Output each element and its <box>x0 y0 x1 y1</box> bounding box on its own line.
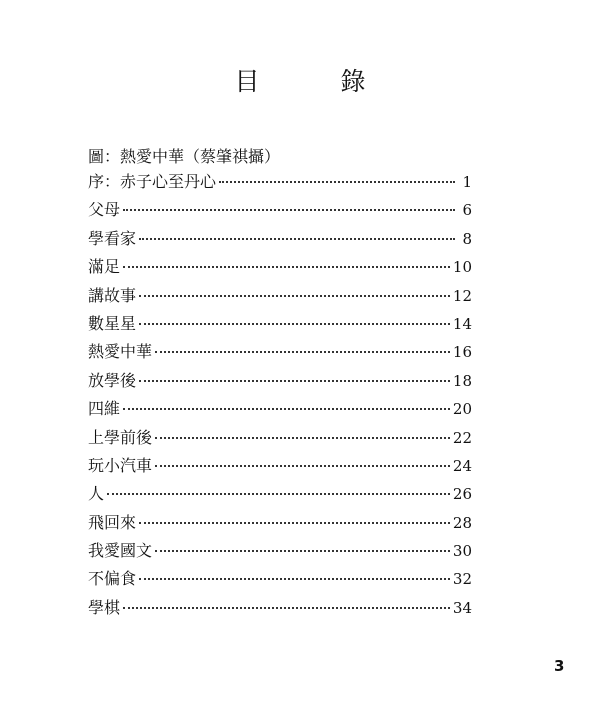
toc-entry-page: 1 <box>462 173 472 191</box>
toc-entry-label: 飛回來 <box>88 512 137 532</box>
toc-leader-dots <box>139 522 450 524</box>
toc-entry-page: 8 <box>462 229 472 248</box>
toc-leader-dots <box>107 493 450 495</box>
toc-entry-page: 34 <box>452 598 472 617</box>
toc-leader-dots <box>123 209 455 211</box>
toc-leader-dots <box>123 408 450 410</box>
toc-entry-label: 人 <box>88 484 105 504</box>
toc-entry-label: 數星星 <box>88 313 137 333</box>
toc-leader-dots <box>155 550 450 552</box>
toc-entry-page: 14 <box>452 314 472 333</box>
toc-entry <box>88 282 472 310</box>
toc-entry <box>88 367 472 395</box>
toc-entry-page: 20 <box>452 400 472 419</box>
toc-entry-label: 講故事 <box>88 285 137 305</box>
toc-list <box>88 168 472 622</box>
toc-entry-page: 26 <box>452 485 472 504</box>
toc-entry-page: 24 <box>452 456 472 475</box>
toc-entry-label: 玩小汽車 <box>88 455 153 475</box>
toc-entry-label: 我愛國文 <box>88 541 153 561</box>
toc-entry-page: 32 <box>452 570 472 589</box>
toc-entry-page: 18 <box>452 371 472 390</box>
toc-leader-dots <box>155 351 450 353</box>
toc-entry <box>88 168 472 196</box>
toc-entry-label: 四維 <box>88 399 121 419</box>
toc-entry <box>88 225 472 253</box>
toc-entry-label: 滿足 <box>88 257 121 277</box>
toc-entry <box>88 196 472 224</box>
toc-entry-page: 30 <box>452 542 472 561</box>
toc-entry <box>88 452 472 480</box>
toc-entry-label: 放學後 <box>88 370 137 390</box>
toc-leader-dots <box>139 295 450 297</box>
toc-entry <box>88 537 472 565</box>
toc-entry-label: 序：赤子心至丹心 <box>88 172 217 191</box>
toc-entry-page: 10 <box>452 258 472 277</box>
toc-entry-label: 學棋 <box>88 597 121 617</box>
toc-leader-dots <box>139 238 455 240</box>
toc-entry <box>88 395 472 423</box>
toc-entry <box>88 338 472 366</box>
toc-entry-label: 上學前後 <box>88 427 153 447</box>
toc-entry-page: 6 <box>462 201 472 220</box>
toc-leader-dots <box>155 465 450 467</box>
toc-entry <box>88 310 472 338</box>
page-title: 目 錄 <box>234 67 394 96</box>
toc-leader-dots <box>123 266 450 268</box>
toc-caption: 圖：熱愛中華（蔡肇祺攝） <box>88 147 281 166</box>
toc-leader-dots <box>139 323 450 325</box>
toc-entry <box>88 509 472 537</box>
toc-entry <box>88 594 472 622</box>
toc-entry-label: 不偏食 <box>88 569 137 589</box>
toc-entry-page: 12 <box>452 286 472 305</box>
toc-entry <box>88 480 472 508</box>
toc-entry-page: 16 <box>452 343 472 362</box>
toc-entry <box>88 253 472 281</box>
toc-leader-dots <box>123 607 450 609</box>
toc-entry <box>88 565 472 593</box>
toc-entry-page: 22 <box>452 428 472 447</box>
toc-leader-dots <box>219 181 455 183</box>
toc-entry-page: 28 <box>452 513 472 532</box>
toc-entry <box>88 424 472 452</box>
toc-entry-label: 父母 <box>88 200 121 220</box>
toc-entry-label: 熱愛中華 <box>88 342 153 362</box>
page-number: 3 <box>554 657 565 675</box>
toc-leader-dots <box>139 380 450 382</box>
toc-leader-dots <box>139 578 450 580</box>
toc-entry-label: 學看家 <box>88 228 137 248</box>
toc-leader-dots <box>155 437 450 439</box>
